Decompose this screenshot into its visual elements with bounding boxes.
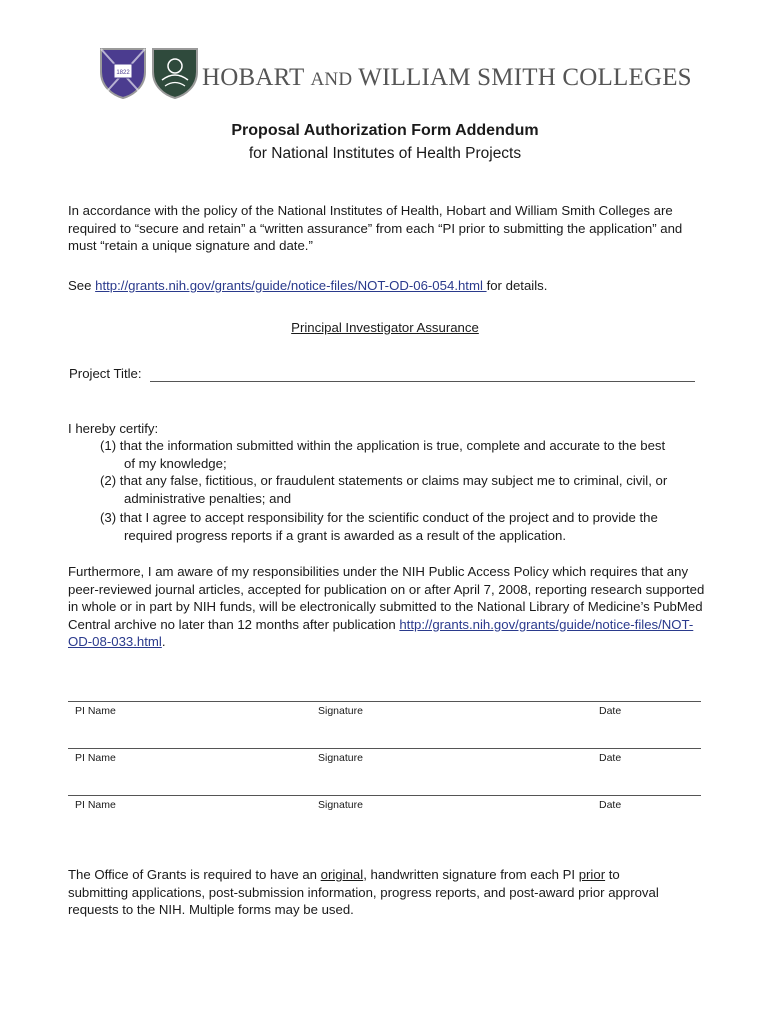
pi-name-label: PI Name bbox=[75, 752, 116, 764]
hobart-shield-icon bbox=[98, 46, 148, 100]
signature-label: Signature bbox=[318, 799, 363, 811]
college-name: HOBART AND WILLIAM SMITH COLLEGES bbox=[202, 64, 692, 91]
original-emphasis: original bbox=[320, 867, 364, 882]
signature-label: Signature bbox=[318, 752, 363, 764]
public-access-paragraph: Furthermore, I am aware of my responsibilities under the NIH Public Access Policy which requires that any peer-reviewed journal articles, accepted for publication on or after April 7, 2008, reporting research supported in whole or in part by NIH funds, will be electronically submitted to the National Library of Medicine’s PubMed Central archive no later than 12 months after publication http://grants.nih.gov/grants/guide/notice-files/NOT-OD-08-033.html. bbox=[68, 564, 705, 649]
intro-paragraph: In accordance with the policy of the National Institutes of Health, Hobart and William Smith Colleges are required to “secure and retain” a “written assurance” from each “PI prior to submitting the application” and must “retain a unique signature and date.” bbox=[68, 203, 683, 253]
nih-notice-08-033-link[interactable]: http://grants.nih.gov/grants/guide/notice-files/NOT-OD-08-033.html bbox=[68, 616, 694, 649]
section-heading: Principal Investigator Assurance bbox=[291, 320, 479, 335]
prior-emphasis: prior bbox=[578, 867, 606, 882]
project-title-label: Project Title: bbox=[69, 366, 142, 381]
date-label: Date bbox=[599, 752, 622, 764]
signature-line-3[interactable] bbox=[68, 795, 701, 796]
footer-note: The Office of Grants is required to have an original, handwritten signature from each PI prior to submitting applications, post-submission information, progress reports, and post-award prior approval requests to the NIH. Multiple forms may be used. bbox=[68, 867, 659, 917]
certify-heading: I hereby certify: bbox=[68, 421, 159, 436]
form-subtitle: for National Institutes of Health Projects bbox=[248, 145, 522, 162]
nih-notice-06-054-link[interactable]: http://grants.nih.gov/grants/guide/notice-files/NOT-OD-06-054.html bbox=[95, 278, 487, 293]
william-smith-shield-icon bbox=[150, 46, 200, 100]
date-label: Date bbox=[599, 705, 622, 717]
form-title: Proposal Authorization Form Addendum bbox=[231, 122, 539, 139]
see-details-line: See http://grants.nih.gov/grants/guide/notice-files/NOT-OD-06-054.html for details. bbox=[68, 278, 548, 293]
project-title-input-line[interactable] bbox=[150, 381, 695, 382]
certify-item: (2) that any false, fictitious, or fraudulent statements or claims may subject me to criminal, civil, or administrative penalties; and bbox=[100, 473, 668, 506]
signature-line-1[interactable] bbox=[68, 701, 701, 702]
svg-text:1822: 1822 bbox=[116, 70, 130, 76]
pi-name-label: PI Name bbox=[75, 799, 116, 811]
certify-item: (1) that the information submitted within the application is true, complete and accurate to the best of my knowledge; bbox=[100, 438, 666, 471]
signature-line-2[interactable] bbox=[68, 748, 701, 749]
certify-item: (3) that I agree to accept responsibility for the scientific conduct of the project and to provide the required progress reports if a grant is awarded as a result of the application. bbox=[100, 510, 658, 543]
date-label: Date bbox=[599, 799, 622, 811]
signature-label: Signature bbox=[318, 705, 363, 717]
college-header bbox=[98, 46, 692, 102]
pi-name-label: PI Name bbox=[75, 705, 116, 717]
